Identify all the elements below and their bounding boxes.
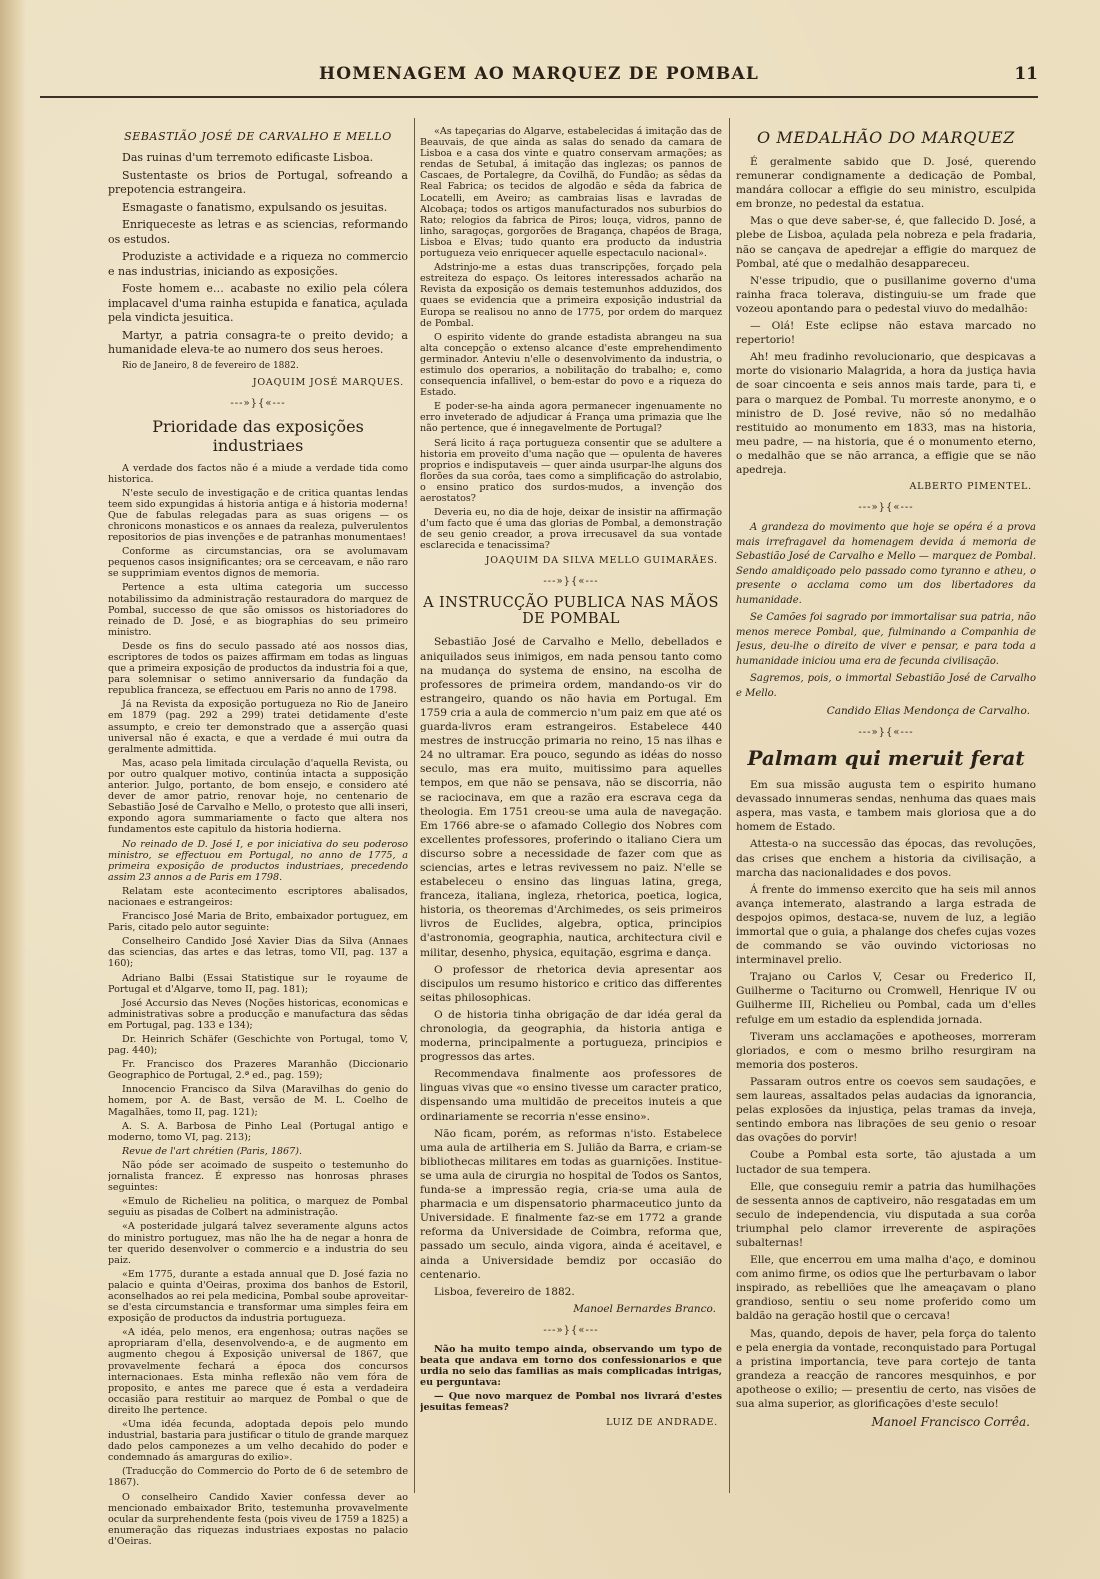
medalhao-signature: ALBERTO PIMENTEL. xyxy=(909,481,1032,493)
page-number: 11 xyxy=(1014,64,1038,84)
poem-line: Martyr, a patria consagra-te o preito devido; a humanidade eleva-te ao numero dos seus heroes. xyxy=(108,328,408,356)
paragraph: Recommendava finalmente aos professores de linguas vivas que «o ensino tivesse um caracter pratico, dispensando uma multidão de preceitos inuteis a que ordinariamente se recorria n'esse ensino». xyxy=(420,1068,722,1123)
paragraph: Elle, que conseguiu remir a patria das humilhações de sessenta annos de captiveiro, não resgatadas em um seculo de independencia, viu disputada a sua corôa triumphal pelo clamor irreverente de aspirações subalternas! xyxy=(736,1180,1036,1249)
paragraph: (Traducção do Commercio do Porto de 6 de setembro de 1867). xyxy=(108,1466,408,1489)
paragraph: A verdade dos factos não é a miude a verdade tida como historica. xyxy=(108,462,408,485)
paragraph: Adstrinjo-me a estas duas transcripções, forçado pela estreiteza do espaço. Os leitores interessados acharão na Revista da exposição os demais testemunhos adduzidos, dos quaes se evidencia que a primeira exposição industrial da Europa se realisou no anno de 1775, por ordem do marquez de Pombal. xyxy=(420,262,722,329)
paragraph: Conselheiro Candido José Xavier Dias da Silva (Annaes das sciencias, das artes e das letras, tomo VII, pag. 137 a 160); xyxy=(108,936,408,970)
paragraph: «Emulo de Richelieu na politica, o marquez de Pombal seguiu as pisadas de Colbert na administração. xyxy=(108,1196,408,1219)
note-mendonca xyxy=(736,521,1036,701)
poem-signature: JOAQUIM JOSÉ MARQUES. xyxy=(252,376,404,388)
poem-line: Enriqueceste as letras e as sciencias, reformando os estudos. xyxy=(108,218,408,246)
paragraph: Tiveram uns acclamações e apotheoses, morreram gloriados, e com o mesmo brilho resurgiram na memoria dos posteros. xyxy=(736,1030,1036,1071)
note-andrade xyxy=(420,1344,722,1414)
paragraph: Innocencio Francisco da Silva (Maravilhas do genio do homem, por A. de Bast, versão de M. L. Coelho de Magalhães, tomo II, pag. 121); xyxy=(108,1084,408,1118)
ornament-divider: ---»}{«--- xyxy=(230,397,286,409)
article-continuation xyxy=(420,126,722,551)
column-rule-2 xyxy=(729,118,730,1493)
essay-body xyxy=(736,778,1036,1411)
page-edge-shadow xyxy=(0,0,26,1579)
paragraph: «Uma idéa fecunda, adoptada depois pelo mundo industrial, bastaria para justificar o titulo de grande marquez dado pelos camponezes a um velho decahido do poder e condemnado ás amarguras do exilio». xyxy=(108,1419,408,1464)
paragraph: «A idéa, pelo menos, era engenhosa; outras nações se apropriaram d'ella, desenvolvendo-a, e de augmento em augmento chegou á Exposição universal de 1867, que provavelmente fechará a época dos concursos internacionaes. Esta minha reflexão não vem fóra de proposito, e antes me parece que é esta a verdadeira occasião para restituir ao marquez de Pombal o que de direito lhe pertence. xyxy=(108,1327,408,1416)
paragraph: Lisboa, fevereiro de 1882. xyxy=(434,1285,575,1298)
paragraph: Não ficam, porém, as reformas n'isto. Estabelece uma aula de artilheria em S. Julião da Barra, e criam-se bibliothecas militares em todas as guarnições. Institue-se uma aula de cirurgia no hospital de Todos os Santos, funda-se a impressão regia, cria-se uma aula de pharmacia e um dispensatorio pharmaceutico junto da Universidade. E finalmente faz-se em 1772 a grande reforma da Universidade de Coimbra, reforma que, passado um seculo, ainda vigora, ainda é aceitavel, e ainda a Universidade bemdiz por occasião do centenario. xyxy=(420,1127,722,1281)
poem-date: Rio de Janeiro, 8 de fevereiro de 1882. xyxy=(122,360,299,371)
paragraph: Relatam este acontecimento escriptores abalisados, nacionaes e estrangeiros: xyxy=(108,885,408,908)
paragraph: Francisco José Maria de Brito, embaixador portuguez, em Paris, citado pelo autor seguinte: xyxy=(108,911,408,934)
paragraph: Deveria eu, no dia de hoje, deixar de insistir na affirmação d'um facto que é uma das glorias de Pombal, a demonstração de seu genio creador, a prova irrecusavel da sua vontade esclarecida e tenacissima? xyxy=(420,507,722,552)
paragraph: É geralmente sabido que D. José, querendo remunerar condignamente a dedicação de Pombal, mandára collocar a effigie do seu ministro, esculpida em bronze, no pedestal da estatua. xyxy=(736,156,1036,211)
poem-line: Esmagaste o fanatismo, expulsando os jesuitas. xyxy=(122,200,388,214)
paragraph: N'este seculo de investigação e de critica quantas lendas teem sido expungidas á historia antiga e á historia moderna! Que de fabulas relegadas para as suas origens — os chronicons monasticos e os annaes da realeza, pulverulentos repositorios de pias invenções e de patranhas monumentaes! xyxy=(108,487,408,544)
paragraph: Adriano Balbi (Essai Statistique sur le royaume de Portugal et d'Algarve, tomo II, pag. 181); xyxy=(108,972,408,995)
paragraph: «Em 1775, durante a estada annual que D. José fazia no palacio e quinta d'Oeiras, proxima dos banhos de Estoril, aconselhados ao rei pela medicina, Pombal soube aproveitar-se d'esta circumstancia e transformar uma simples feira em exposição de productos da industria portugueza. xyxy=(108,1268,408,1325)
continuation-signature: JOAQUIM DA SILVA MELLO GUIMARÃES. xyxy=(485,555,718,567)
paragraph: Será licito á raça portugueza consentir que se adultere a historia em proveito d'uma nação que — opulenta de haveres proprios e indisputaveis — quer ainda usurpar-lhe alguns dos florões da sua corôa, taes como a simplificação do astrolabio, o ensino pratico dos surdos-mudos, a invenção dos aerostatos? xyxy=(420,437,722,504)
paragraph: — Olá! Este eclipse não estava marcado no repertorio! xyxy=(736,320,1036,347)
paragraph: O conselheiro Candido Xavier confessa dever ao mencionado embaixador Brito, testemunha provavelmente ocular da surprehendente festa (pois viveu de 1759 a 1825) a enumeração das riquezas industriaes expostas no palacio d'Oeiras. xyxy=(108,1491,408,1547)
paragraph: José Accursio das Neves (Noções historicas, economicas e administrativas sobre a producção e manufactura das sêdas em Portugal, pag. 133 e 134); xyxy=(108,997,408,1031)
paragraph: E poder-se-ha ainda agora permanecer ingenuamente no erro inveterado de adjudicar á França uma primazia que lhe não pertence, que é innegavelmente de Portugal? xyxy=(420,401,722,435)
instruccao-signature: Manoel Bernardes Branco. xyxy=(573,1302,716,1315)
paragraph: N'esse tripudio, que o pusillanime governo d'uma rainha fraca tolerava, distinguiu-se um frade que vozeou apontando para o pedestal viuvo do medalhão: xyxy=(736,274,1036,315)
poem-line: Produziste a actividade e a riqueza no commercio e nas industrias, iniciando as exposições. xyxy=(108,250,408,278)
poem-line: Das ruinas d'um terremoto edificaste Lisboa. xyxy=(122,151,374,164)
poem-title: SEBASTIÃO JOSÉ DE CARVALHO E MELLO xyxy=(124,130,392,143)
paragraph: O espirito vidente do grande estadista abrangeu na sua alta concepção o extenso alcance d'este emprehendimento germinador. Anteviu n'elle o desenvolvimento da industria, o estimulo dos operarios, a nobilitação do trabalho; e, como consequencia infallivel, o bem-estar do povo e a riqueza do Estado. xyxy=(420,331,722,399)
note-mendonca-signature: Candido Elias Mendonça de Carvalho. xyxy=(826,705,1030,718)
article-title-instruccao: A INSTRUCÇÃO PUBLICA NAS MÃOS DE POMBAL xyxy=(423,595,719,628)
article-body-medalhao xyxy=(736,155,1036,477)
note-signature: LUIZ DE ANDRADE. xyxy=(606,1417,718,1429)
paragraph: Passaram outros entre os coevos sem saudações, e sem laureas, assaltados pelas audacias da ignorancia, pelas explosões da injustiça, pelas tramas da inveja, sentindo embora nas librações de seu genio o resoar das ovações do porvir! xyxy=(736,1075,1036,1145)
paragraph: Desde os fins do seculo passado até aos nossos dias, escriptores de todos os paizes affirmam em todas as linguas que a primeira exposição de productos da industria foi a que, para solemnisar o setimo anniversario da fundação da republica franceza, se effectuou em Paris no anno de 1798. xyxy=(108,640,408,697)
paragraph: A. S. A. Barbosa de Pinho Leal (Portugal antigo e moderno, tomo VI, pag. 213); xyxy=(108,1120,408,1143)
page-header xyxy=(40,64,1038,98)
paragraph: Mas o que deve saber-se, é, que fallecido D. José, a plebe de Lisboa, açulada pela nobreza e pela fradaria, não se cançava de apedrejar a effigie do marquez de Pombal, até que o medalhão desappareceu. xyxy=(736,215,1036,270)
paragraph: Conforme as circumstancias, ora se avolumavam pequenos casos insignificantes; ora se cerceavam, e não raro se supprimiam eventos dignos de memoria. xyxy=(108,546,408,580)
paragraph: Revue de l'art chrétien (Paris, 1867). xyxy=(122,1145,303,1157)
paragraph: Se Camões foi sagrado por immortalisar sua patria, não menos merece Pombal, que, fulminando a Companhia de Jesus, deu-lhe o direito de viver e pensar, e para toda a humanidade iniciou uma era de fecunda civilisação. xyxy=(736,612,1036,667)
paragraph: Trajano ou Carlos V, Cesar ou Frederico II, Guilherme o Taciturno ou Cromwell, Henrique IV ou Guilherme III, Richelieu ou Pombal, cada um d'elles refulge em um estadio da esplendida jornada. xyxy=(736,971,1036,1026)
article-body-exposicoes xyxy=(108,463,408,1548)
paragraph: Ah! meu fradinho revolucionario, que despicavas a morte do visionario Malagrida, a hora da justiça havia de soar cincoenta e seis annos mais tarde, para ti, e para o marquez de Pombal. Tu morreste anonymo, e o ministro de D. José revive, não só no medalhão restituido ao monumento em 1833, mas na historia, meu padre, — na historia, que é o monumento eterno, o medalhão que se não arranca, a effigie que se não apedreja. xyxy=(736,351,1036,476)
paragraph: — Que novo marquez de Pombal nos livrará d'estes jesuitas femeas? xyxy=(420,1391,722,1414)
paragraph: Dr. Heinrich Schäfer (Geschichte von Portugal, tomo V, pag. 440); xyxy=(108,1034,408,1057)
ornament-divider: ---»}{«--- xyxy=(858,727,914,739)
paragraph: Á frente do immenso exercito que ha seis mil annos avança intemerato, alastrando a larga estrada de despojos opimos, destaca-se, nuvem de luz, a legião immortal que o guia, a phalange dos chefes cujas vozes de commando se vão ouvindo victoriosas no interminavel prelio. xyxy=(736,883,1036,967)
paragraph: Mas, quando, depois de haver, pela força do talento e pela energia da vontade, reconquistado para Portugal a pristina importancia, teve para cortejo de tanta grandeza a reacção de rancores mesquinhos, e por apotheose o exilio; — presentiu de certo, nas visões de sua alma superior, as glorificações d'este seculo! xyxy=(736,1327,1036,1410)
ornament-divider: ---»}{«--- xyxy=(543,576,599,588)
paragraph: Em sua missão augusta tem o espirito humano devassado innumeras sendas, nenhuma das quaes mais aspera, mas vasta, e tambem mais gloriosa que a do homem de Estado. xyxy=(736,779,1036,834)
paragraph: Mas, acaso pela limitada circulação d'aquella Revista, ou por outro qualquer motivo, continúa intacta a supposição anterior. Julgo, portanto, de bom ensejo, e considero até dever de amor patrio, renovar hoje, no centenario de Sebastião José de Carvalho e Mello, o protesto que alli inseri, expondo agora summariamente o facto que altera nos fundamentos este capitulo da historia hodierna. xyxy=(108,757,408,836)
essay-signature: Manoel Francisco Corrêa. xyxy=(871,1415,1030,1430)
paragraph: Sebastião José de Carvalho e Mello, debellados e aniquilados seus inimigos, em nada pensou tanto como na mudança do systema de ensino, na escolha de professores de primeira ordem, mandando-os vir do estrangeiro, quando os não havia em Portugal. Em 1759 cria a aula de commercio n'um paiz em que até os guarda-livros eram estrangeiros. Estabelece 440 mestres de instrucção primaria no reino, 15 nas ilhas e 24 no ultramar. Era pouco, segundo as idéas do nosso seculo, mas era muito, muitissimo para aquelles tempos, em que não se pensava, não se discorria, não se raciocinava, em que a razão era escrava cega da theologia. Em 1751 creou-se uma aula de navegação. Em 1766 abre-se o afamado Collegio dos Nobres com excellentes professores, proferindo o italiano Ciera um discurso sobre a necessidade de fazer com que as sciencias, artes e letras revivessem no paiz. N'elle se estabeleceu o ensino das linguas latina, grega, franceza, italiana, ingleza, rhetorica, poetica, logica, historia, os theoremas d'Archimedes, os seis primeiros livros de Euclides, algebra, optica, principios d'astronomia, geographia, nautica, architectura civil e militar, desenho, physica, equitação, esgrima e dança. xyxy=(420,636,722,959)
poem-body xyxy=(108,151,408,358)
paragraph: Não ha muito tempo ainda, observando um typo de beata que andava em torno dos confessionarios e que urdia no seio das familias as mais complicadas intrigas, eu perguntava: xyxy=(420,1343,722,1389)
ornament-divider: ---»}{«--- xyxy=(858,502,914,514)
paragraph: O professor de rhetorica devia apresentar aos discipulos um resumo historico e critico das differentes seitas philosophicas. xyxy=(420,963,722,1004)
paragraph: Sagremos, pois, o immortal Sebastião José de Carvalho e Mello. xyxy=(736,673,1036,699)
paragraph: Coube a Pombal esta sorte, tão ajustada a um luctador de sua tempera. xyxy=(736,1149,1036,1176)
paragraph: «A posteridade julgará talvez severamente alguns actos do ministro portuguez, mas não lhe ha de negar a honra de ter querido desenvolver o commercio e a industria do seu paiz. xyxy=(108,1221,408,1266)
paragraph: Fr. Francisco dos Prazeres Maranhão (Diccionario Geographico de Portugal, 2.ª ed., pag. 159); xyxy=(108,1059,408,1082)
column-rule-1 xyxy=(414,118,415,1493)
paragraph: «As tapeçarias do Algarve, estabelecidas á imitação das de Beauvais, de que ainda as salas do senado da camara de Lisboa e a casa dos vinte e quatro conservam armações; as rendas de Setubal, á imitação das inglezas; os pannos de Cascaes, de Portalegre, da Covilhã, do Fundão; as sêdas da Real Fabrica; os tecidos de algodão e sêda da fabrica de Locatelli, em Aveiro; as cambraias lisas e lavradas de Alcobaça; todos os artigos manufacturados nos suburbios do Rato; relogios da fabrica de Piros; louça, vidros, panno de linho, saragoças, gorgorões de Bragança, chapéos de Braga, Lisboa e Elvas; tudo quanto era producto da industria portugueza veio enriquecer aquelle espectaculo nacional». xyxy=(420,126,722,260)
paragraph: Já na Revista da exposição portugueza no Rio de Janeiro em 1879 (pag. 292 a 299) tratei detidamente d'este assumpto, e creio ter demonstrado que a asserção quasi universal não é exacta, e que a verdade é mui outra da geralmente admittida. xyxy=(108,699,408,755)
paragraph: Attesta-o na successão das épocas, das revoluções, das crises que enchem a historia da civilisação, a marcha das nacionalidades e dos povos. xyxy=(736,838,1036,879)
essay-title: Palmam qui meruit ferat xyxy=(747,746,1025,771)
paragraph: A grandeza do movimento que hoje se opéra é a prova mais irrefragavel da homenagem devida á memoria de Sebastião José de Carvalho e Mello — marquez de Pombal. Sendo amaldiçoado pelo passado como tyranno e atheu, o presente o acclama como um dos libertadores da humanidade. xyxy=(736,522,1036,606)
header-title: HOMENAGEM AO MARQUEZ DE POMBAL xyxy=(318,64,760,84)
paragraph: No reinado de D. José I, e por iniciativa do seu poderoso ministro, se effectuou em Portugal, no anno de 1775, a primeira exposição de productos industriaes, precedendo assim 23 annos a de Paris em 1798. xyxy=(108,838,408,883)
paragraph: O de historia tinha obrigação de dar idéa geral da chronologia, da geographia, da historia antiga e moderna, principalmente a portugueza, principios e progressos das artes. xyxy=(420,1008,722,1064)
article-title-exposicoes: Prioridade das exposições industriaes xyxy=(152,416,364,455)
paragraph: Pertence a esta ultima categoria um successo notabilissimo da administração restauradora do marquez de Pombal, successo de que são omissos os historiadores do reinado de D. José, e as biographias do seu primeiro ministro. xyxy=(108,582,408,638)
ornament-divider: ---»}{«--- xyxy=(543,1324,599,1336)
column-3 xyxy=(736,118,1036,1558)
column-1 xyxy=(108,118,408,1558)
poem-line: Sustentaste os brios de Portugal, sofreando a prepotencia estrangeira. xyxy=(108,168,408,196)
article-body-instruccao xyxy=(420,635,722,1298)
paragraph: Elle, que encerrou em uma malha d'aço, e dominou com animo firme, os odios que lhe perturbavam o labor inspirado, as rebelliões que lhe ameaçavam o plano grandioso, sentiu o seu nome proferido como um baldão na geração hostil que o cercava! xyxy=(736,1254,1036,1323)
paragraph: Não póde ser acoimado de suspeito o testemunho do jornalista francez. É expresso nas honrosas phrases seguintes: xyxy=(108,1159,408,1194)
article-title-medalhao: O MEDALHÃO DO MARQUEZ xyxy=(757,128,1015,147)
poem-line: Foste homem e… acabaste no exilio pela cólera implacavel d'uma rainha estupida e fanatica, açulada pela vindicta jesuitica. xyxy=(108,282,408,324)
column-2 xyxy=(420,118,722,1558)
